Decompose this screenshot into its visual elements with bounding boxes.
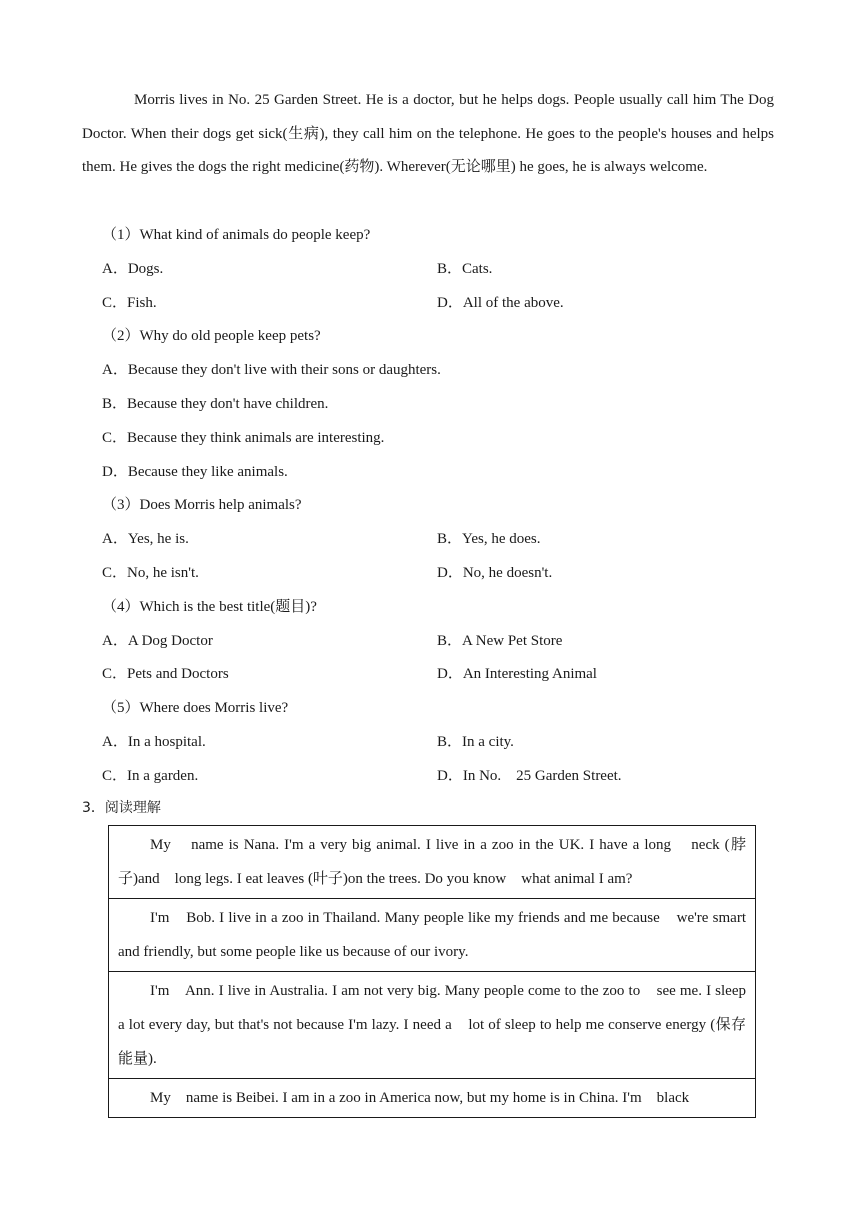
passage-text: Morris lives in No. 25 Garden Street. He is a doctor, but he helps dogs. People usually call him The Dog Doctor. When their dogs get sick(生病), they call him on the telephone. He goes to the people's houses and helps them. He gives the dogs the right medicine(药物). Wherever(无论哪里) he goes, he is always welcome. [82,92,774,176]
question-1: （1）What kind of animals do people keep? [102,227,371,243]
table-cell-beibei [109,1079,756,1118]
cell-text: I'm Ann. I live in Australia. I am not very big. Many people come to the zoo to see me. I sleep a lot every day, but that's not because I'm lazy. I need a lot of sleep to help me conserve energy (保存能量). [118,983,750,1067]
q3-option-b[interactable]: B．Yes, he does. [437,531,541,547]
cell-text: I'm Bob. I live in a zoo in Thailand. Many people like my friends and me because we're smart and friendly, but some people like us because of our ivory. [118,910,750,960]
cell-text: My name is Beibei. I am in a zoo in America now, but my home is in China. I'm black [150,1090,690,1106]
reading-table [108,825,756,1118]
table-row [109,972,756,1079]
q5-option-a[interactable]: A．In a hospital. [102,734,206,750]
table-row [109,1079,756,1118]
q1-option-a[interactable]: A．Dogs. [102,261,164,277]
q1-option-c[interactable]: C．Fish. [102,295,157,311]
q2-option-b[interactable]: B．Because they don't have children. [102,396,329,412]
question-5: （5）Where does Morris live? [102,700,289,716]
q4-option-b[interactable]: B．A New Pet Store [437,633,563,649]
q1-option-b[interactable]: B．Cats. [437,261,493,277]
reading-passage [82,84,774,185]
q4-option-a[interactable]: A．A Dog Doctor [102,633,213,649]
table-row [109,826,756,899]
table-cell-nana [109,826,756,899]
q2-option-a[interactable]: A．Because they don't live with their sons or daughters. [102,362,441,378]
section-number: 3． [82,800,105,816]
cell-text: My name is Nana. I'm a very big animal. I live in a zoo in the UK. I have a long neck (脖子)and long legs. I eat leaves (叶子)on the trees. Do you know what animal I am? [118,837,746,887]
q3-option-a[interactable]: A．Yes, he is. [102,531,189,547]
q2-option-d[interactable]: D．Because they like animals. [102,464,288,480]
q4-option-c[interactable]: C．Pets and Doctors [102,666,229,682]
q3-option-c[interactable]: C．No, he isn't. [102,565,199,581]
table-cell-bob [109,899,756,972]
question-4: （4）Which is the best title(题目)? [102,599,317,615]
section-3-heading [82,791,161,825]
q1-option-d[interactable]: D．All of the above. [437,295,564,311]
q3-option-d[interactable]: D．No, he doesn't. [437,565,553,581]
question-2: （2）Why do old people keep pets? [102,328,321,344]
section-title: 阅读理解 [104,800,161,816]
q5-option-c[interactable]: C．In a garden. [102,768,199,784]
table-row [109,899,756,972]
question-3: （3）Does Morris help animals? [102,497,302,513]
q4-option-d[interactable]: D．An Interesting Animal [437,666,597,682]
table-cell-ann [109,972,756,1079]
q5-option-b[interactable]: B．In a city. [437,734,514,750]
q5-option-d[interactable]: D．In No. 25 Garden Street. [437,768,622,784]
q2-option-c[interactable]: C．Because they think animals are interesting. [102,430,385,446]
